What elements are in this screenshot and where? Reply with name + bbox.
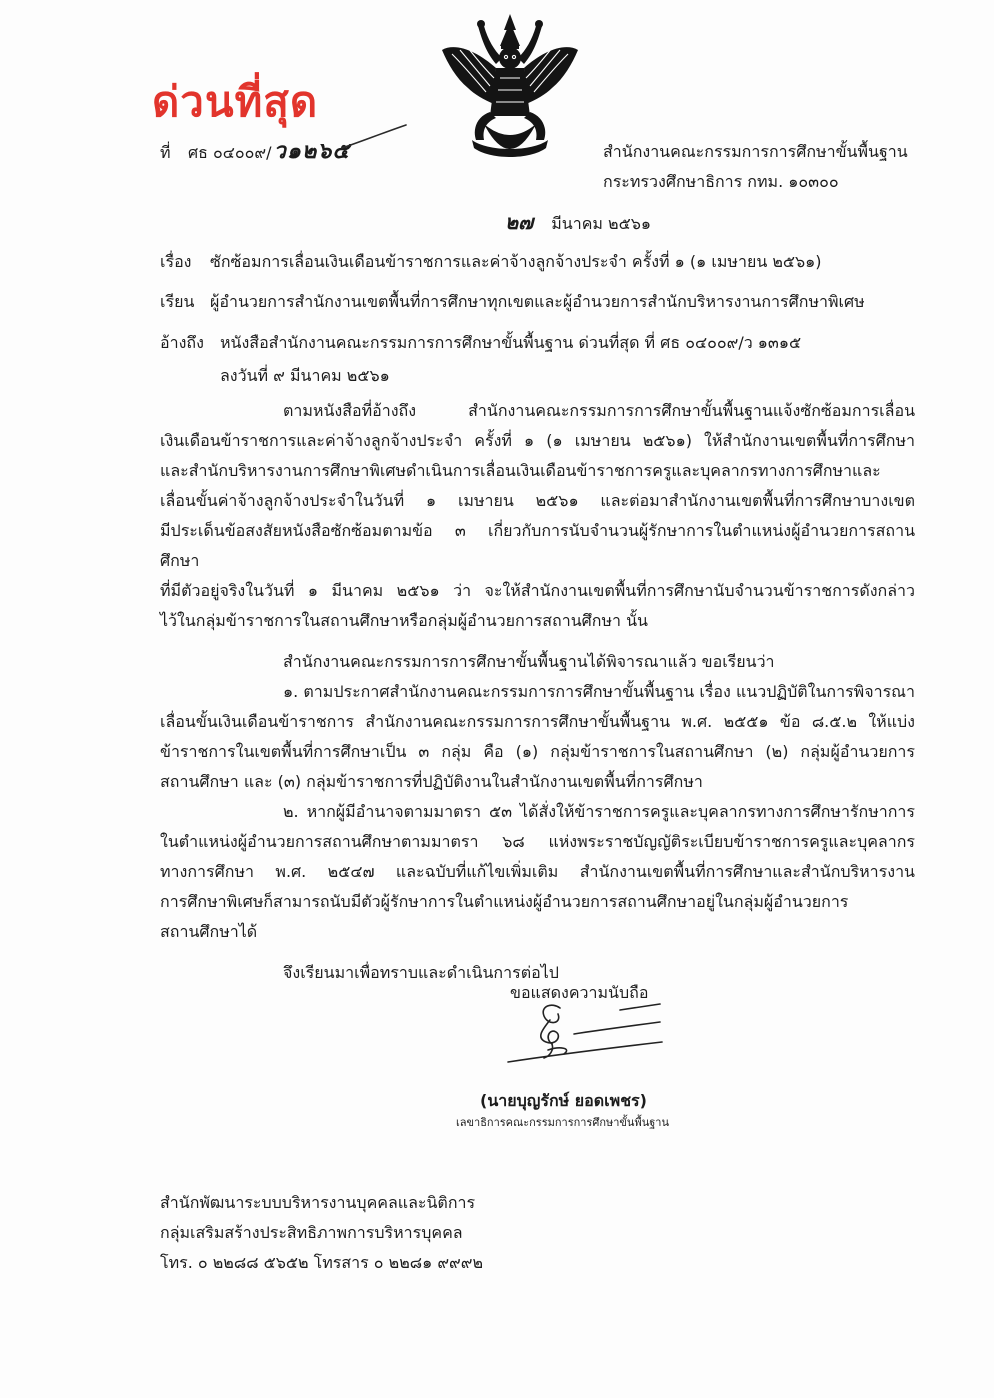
footer-phone: โทร. ๐ ๒๒๘๘ ๕๖๕๒ โทรสาร ๐ ๒๒๘๑ ๙๙๙๒ bbox=[160, 1253, 484, 1272]
subject-row bbox=[160, 247, 822, 277]
item-two-line: ทางการศึกษา พ.ศ. ๒๕๔๗ และฉบับที่แก้ไขเพิ่มเติม สำนักงานเขตพื้นที่การศึกษาและสำนักบริหารงาน bbox=[160, 862, 915, 881]
document-number-label: ที่ bbox=[160, 143, 171, 162]
paragraph-line: ตามหนังสือที่อ้างถึง สำนักงานคณะกรรมการการศึกษาขั้นพื้นฐานแจ้งซักซ้อมการเลื่อน bbox=[283, 401, 915, 420]
organization-location: กระทรวงศึกษาธิการ กทม. ๑๐๓๐๐ bbox=[603, 172, 839, 191]
paragraph-line: และสำนักบริหารงานการศึกษาพิเศษดำเนินการเลื่อนเงินเดือนข้าราชการครูและบุคลากรทางการศึกษาและ bbox=[160, 461, 881, 480]
reference-date: ลงวันที่ ๙ มีนาคม ๒๕๖๑ bbox=[220, 366, 390, 385]
reference-text: หนังสือสำนักงานคณะกรรมการการศึกษาขั้นพื้นฐาน ด่วนที่สุด ที่ ศธ ๐๔๐๐๙/ว ๑๓๑๕ bbox=[220, 333, 802, 352]
item-one-line: สถานศึกษา และ (๓) กลุ่มข้าราชการที่ปฏิบัติงานในสำนักงานเขตพื้นที่การศึกษา bbox=[160, 772, 703, 791]
footer-group: กลุ่มเสริมสร้างประสิทธิภาพการบริหารบุคคล bbox=[160, 1223, 463, 1242]
item-two-line: สถานศึกษาได้ bbox=[160, 922, 258, 941]
document-number-prefix: ศธ ๐๔๐๐๙/ bbox=[188, 143, 272, 162]
item-one-line: เลื่อนขั้นเงินเดือนข้าราชการ สำนักงานคณะกรรมการการศึกษาขั้นพื้นฐาน พ.ศ. ๒๕๕๑ ข้อ ๘.๕.๒ ให้แบ่ง bbox=[160, 712, 915, 731]
urgent-stamp: ด่วนที่สุด bbox=[152, 77, 319, 126]
closing-line: จึงเรียนมาเพื่อทราบและดำเนินการต่อไป bbox=[283, 963, 559, 982]
garuda-emblem-icon bbox=[438, 12, 582, 168]
document-date bbox=[505, 207, 651, 239]
reference-label: อ้างถึง bbox=[160, 333, 204, 352]
item-two-line: การศึกษาพิเศษก็สามารถนับมีตัวผู้รักษาการในตำแหน่งผู้อำนวยการสถานศึกษาอยู่ในกลุ่มผู้อำนวยการ bbox=[160, 892, 849, 911]
document-number bbox=[160, 137, 350, 168]
subject-label: เรื่อง bbox=[160, 252, 192, 271]
item-two-line: ๒. หากผู้มีอำนาจตามมาตรา ๕๓ ได้สั่งให้ข้าราชการครูและบุคลากรทางการศึกษารักษาการ bbox=[283, 802, 915, 821]
signatory-title: เลขาธิการคณะกรรมการการศึกษาขั้นพื้นฐาน bbox=[456, 1116, 669, 1129]
document-number-handwritten: ว๑๒๖๕ bbox=[273, 139, 350, 164]
item-two-line: ในตำแหน่งผู้อำนวยการสถานศึกษาตามมาตรา ๖๘ แห่งพระราชบัญญัติระเบียบข้าราชการครูและบุคลากร bbox=[160, 832, 915, 851]
letter-body bbox=[160, 396, 915, 988]
handwritten-signature bbox=[500, 998, 675, 1070]
item-one-line: ๑. ตามประกาศสำนักงานคณะกรรมการการศึกษาขั้นพื้นฐาน เรื่อง แนวปฏิบัติในการพิจารณา bbox=[283, 682, 915, 701]
handwritten-stroke-icon bbox=[340, 122, 410, 152]
paragraph-line: ที่มีตัวอยู่จริงในวันที่ ๑ มีนาคม ๒๕๖๑ ว่า จะให้สำนักงานเขตพื้นที่การศึกษานับจำนวนข้าราชการดังกล่าว bbox=[160, 581, 915, 600]
date-day-handwritten: ๒๗ bbox=[505, 210, 534, 234]
paragraph-line: เลื่อนขั้นค่าจ้างลูกจ้างประจำในวันที่ ๑ เมษายน ๒๕๖๑ และต่อมาสำนักงานเขตพื้นที่การศึกษาบางเขต bbox=[160, 491, 915, 510]
paragraph-line: มีประเด็นข้อสงสัยหนังสือซักซ้อมตามข้อ ๓ เกี่ยวกับการนับจำนวนผู้รักษาการในตำแหน่งผู้อำนวยการสถานศึกษา bbox=[160, 521, 915, 570]
contact-footer bbox=[160, 1188, 483, 1278]
recipient-row bbox=[160, 287, 865, 317]
paragraph-line: เงินเดือนข้าราชการและค่าจ้างลูกจ้างประจำ ครั้งที่ ๑ (๑ เมษายน ๒๕๖๑) ให้สำนักงานเขตพื้นที่การศึกษา bbox=[160, 431, 915, 450]
date-month-year: มีนาคม ๒๕๖๑ bbox=[551, 214, 652, 233]
organization-address bbox=[603, 137, 908, 197]
footer-office: สำนักพัฒนาระบบบริหารงานบุคคลและนิติการ bbox=[160, 1193, 476, 1212]
consideration-line: สำนักงานคณะกรรมการการศึกษาขั้นพื้นฐานได้พิจารณาแล้ว ขอเรียนว่า bbox=[283, 652, 775, 671]
organization-name: สำนักงานคณะกรรมการการศึกษาขั้นพื้นฐาน bbox=[603, 142, 908, 161]
subject-text: ซักซ้อมการเลื่อนเงินเดือนข้าราชการและค่าจ้างลูกจ้างประจำ ครั้งที่ ๑ (๑ เมษายน ๒๕๖๑) bbox=[210, 252, 822, 271]
paragraph-line: ไว้ในกลุ่มข้าราชการในสถานศึกษาหรือกลุ่มผู้อำนวยการสถานศึกษา นั้น bbox=[160, 611, 648, 630]
salutation: ขอแสดงความนับถือ bbox=[510, 983, 649, 1002]
reference-row bbox=[160, 328, 801, 358]
signatory-name: (นายบุญรักษ์ ยอดเพชร) bbox=[480, 1091, 647, 1110]
recipient-label: เรียน bbox=[160, 292, 195, 311]
recipient-text: ผู้อำนวยการสำนักงานเขตพื้นที่การศึกษาทุกเขตและผู้อำนวยการสำนักบริหารงานการศึกษาพิเศษ bbox=[210, 292, 865, 311]
item-one-line: ข้าราชการในเขตพื้นที่การศึกษาเป็น ๓ กลุ่ม คือ (๑) กลุ่มข้าราชการในสถานศึกษา (๒) กลุ่มผู้อำนวยการ bbox=[160, 742, 915, 761]
